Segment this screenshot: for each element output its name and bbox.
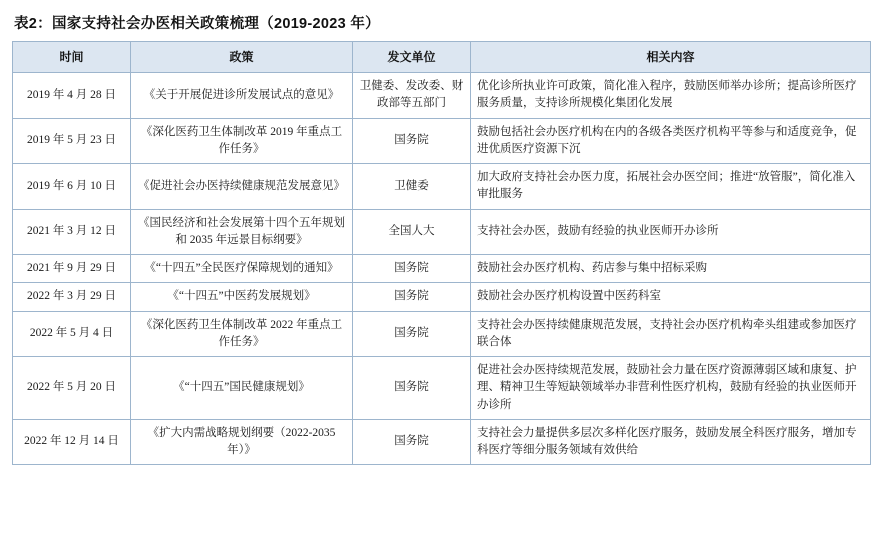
cell-policy: 《扩大内需战略规划纲要（2022-2035 年）》	[131, 419, 353, 465]
cell-content: 支持社会力量提供多层次多样化医疗服务，鼓励发展全科医疗服务，增加专科医疗等细分服务领域有效供给	[471, 419, 871, 465]
cell-time: 2022 年 3 月 29 日	[13, 283, 131, 311]
cell-content: 支持社会办医持续健康规范发展，支持社会办医疗机构牵头组建或参加医疗联合体	[471, 311, 871, 357]
table-row	[13, 357, 871, 420]
column-header-time: 时间	[13, 42, 131, 73]
cell-content: 优化诊所执业许可政策，简化准入程序，鼓励医师举办诊所；提高诊所医疗服务质量，支持诊所规模化集团化发展	[471, 73, 871, 119]
table-header-row	[13, 42, 871, 73]
cell-time: 2021 年 9 月 29 日	[13, 255, 131, 283]
table-row	[13, 419, 871, 465]
table-caption: 表2：国家支持社会办医相关政策梳理（2019-2023 年）	[14, 16, 380, 32]
table-head	[13, 42, 871, 73]
cell-time: 2021 年 3 月 12 日	[13, 209, 131, 255]
cell-policy: 《深化医药卫生体制改革 2022 年重点工作任务》	[131, 311, 353, 357]
cell-policy: 《“十四五”全民医疗保障规划的通知》	[131, 255, 353, 283]
cell-time: 2022 年 5 月 4 日	[13, 311, 131, 357]
cell-issuer: 全国人大	[353, 209, 471, 255]
cell-policy: 《“十四五”国民健康规划》	[131, 357, 353, 420]
cell-issuer: 国务院	[353, 357, 471, 420]
cell-content: 鼓励社会办医疗机构、药店参与集中招标采购	[471, 255, 871, 283]
cell-issuer: 卫健委、发改委、财政部等五部门	[353, 73, 471, 119]
cell-policy: 《国民经济和社会发展第十四个五年规划和 2035 年远景目标纲要》	[131, 209, 353, 255]
table-row	[13, 73, 871, 119]
cell-time: 2019 年 6 月 10 日	[13, 164, 131, 210]
cell-content: 加大政府支持社会办医力度，拓展社会办医空间；推进“放管服”，简化准入审批服务	[471, 164, 871, 210]
cell-issuer: 国务院	[353, 311, 471, 357]
cell-content: 支持社会办医，鼓励有经验的执业医师开办诊所	[471, 209, 871, 255]
cell-time: 2022 年 5 月 20 日	[13, 357, 131, 420]
policy-table	[12, 41, 871, 465]
cell-issuer: 国务院	[353, 283, 471, 311]
table-row	[13, 255, 871, 283]
cell-time: 2022 年 12 月 14 日	[13, 419, 131, 465]
cell-policy: 《关于开展促进诊所发展试点的意见》	[131, 73, 353, 119]
cell-issuer: 国务院	[353, 118, 471, 164]
table-body	[13, 73, 871, 465]
cell-time: 2019 年 5 月 23 日	[13, 118, 131, 164]
table-row	[13, 118, 871, 164]
table-row	[13, 311, 871, 357]
cell-policy: 《促进社会办医持续健康规范发展意见》	[131, 164, 353, 210]
cell-issuer: 卫健委	[353, 164, 471, 210]
cell-issuer: 国务院	[353, 419, 471, 465]
table-row	[13, 164, 871, 210]
table-row	[13, 209, 871, 255]
cell-content: 促进社会办医持续规范发展，鼓励社会力量在医疗资源薄弱区域和康复、护理、精神卫生等短缺领域举办非营利性医疗机构，鼓励有经验的执业医师开办诊所	[471, 357, 871, 420]
table-row	[13, 283, 871, 311]
cell-content: 鼓励包括社会办医疗机构在内的各级各类医疗机构平等参与和适度竞争，促进优质医疗资源下沉	[471, 118, 871, 164]
column-header-issuer: 发文单位	[353, 42, 471, 73]
cell-policy: 《深化医药卫生体制改革 2019 年重点工作任务》	[131, 118, 353, 164]
column-header-policy: 政策	[131, 42, 353, 73]
cell-issuer: 国务院	[353, 255, 471, 283]
cell-time: 2019 年 4 月 28 日	[13, 73, 131, 119]
cell-content: 鼓励社会办医疗机构设置中医药科室	[471, 283, 871, 311]
column-header-content: 相关内容	[471, 42, 871, 73]
cell-policy: 《“十四五”中医药发展规划》	[131, 283, 353, 311]
